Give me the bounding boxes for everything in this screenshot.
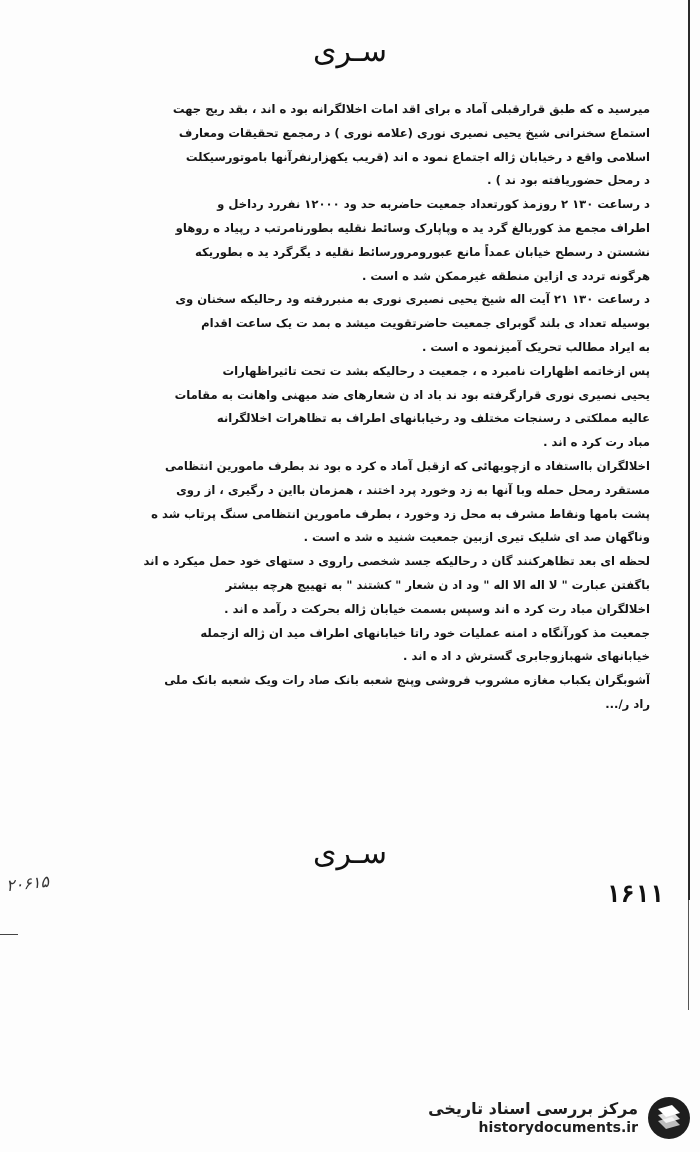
paragraph [40,98,650,193]
scan-edge-line [688,0,690,900]
paragraph [40,455,650,550]
paragraph [40,622,650,670]
classification-stamp-bottom: سـرى [313,836,387,871]
text-line: پشت بامها ونقاط مشرف به محل زد وخورد ، بطرف مامورین انتظامی سنگ پرتاب شد ه [151,506,650,521]
paragraph [40,360,650,455]
text-line: د رمحل حضوریافته بود ند ) . [487,173,650,188]
text-line: اسلامی واقع د رخیابان ژاله اجتماع نمود ه اند (قریب یکهزارنفرآنها باموتورسیکلت [185,149,650,164]
text-line: وناگهان صد ای شلیک تیری ازبین جمعیت شنید ه شد ه است . [303,530,650,545]
paragraph [40,550,650,621]
text-line: هرگونه تردد ی ازاین منطقه غیرممکن شد ه است . [361,268,650,283]
handwritten-archive-note: ۲۰۶۱۵ [5,871,50,896]
watermark-text [428,1099,638,1137]
archive-logo-icon [646,1095,692,1141]
scan-edge-line-lower [688,900,689,1010]
text-line: یحیی نصیری نوری قرارگرفته بود ند باد اد ن شعارهای ضد میهنی واهانت به مقامات [174,387,650,402]
text-line: به ایراد مطالب تحریک آمیزنمود ه است . [421,339,650,354]
text-line: آشوبگران یکباب مغازه مشروب فروشی وپنج شعبه بانک صاد رات ویک شعبه بانک ملی [164,673,650,688]
document-body [40,98,650,717]
text-line: لحظه ای بعد تظاهرکنند گان د رحالیکه جسد شخصی راروی د ستهای خود حمل میکرد ه اند [143,554,650,569]
watermark-url: historydocuments.ir [478,1120,638,1136]
text-line: اخلالگران بااستفاد ه ازچوبهائی که ازقبل آماد ه کرد ه بود ند بطرف مامورین انتظامی [165,458,650,473]
text-line: باگفتن عبارت " لا اله الا اله " ود اد ن شعار " کشتند " به تهییج هرچه بیشتر [225,577,650,592]
text-line: میرسید ه که طبق قرارقبلی آماد ه برای اقد امات اخلالگرانه بود ه اند ، بقد ریج جهت [172,102,650,116]
text-line: اطراف مجمع مذ کوربالغ گرد ید ه وپاپارک وسائط نقلیه بطورنامرتب د رپیاد ه روهاو [175,220,650,235]
text-line: عالیه مملکتی د رسنجات مختلف ود رخیابانهای اطراف به تظاهرات اخلالگرانه [216,411,650,426]
paragraph [40,669,650,717]
text-line: راد ر/... [605,696,650,711]
paragraph [40,193,650,288]
text-line: مستقرد رمحل حمله وبا آنها به زد وخورد پرد اختند ، همزمان بااین د رگیری ، از روی [176,482,650,497]
watermark-title: مرکز بررسی اسناد تاریخی [428,1099,638,1118]
text-line: استماع سخنرانی شیخ یحیی نصیری نوری (علامه نوری ) د رمجمع تحقیقات ومعارف [178,125,650,140]
paragraph [40,288,650,359]
classification-stamp-top: سـرى [313,34,387,69]
text-line: مباد رت کرد ه اند . [543,435,650,450]
text-line: اخلالگران مباد رت کرد ه اند وسپس بسمت خیابان ژاله بحرکت د رآمد ه اند . [224,601,650,616]
margin-tick-mark [0,934,18,935]
text-line: جمعیت مذ کورآنگاه د امنه عملیات خود راتا خیابانهای اطراف مید ان ژاله ازجمله [200,625,650,640]
archive-watermark [402,1092,692,1144]
page-number: ۱۶۱۱ [606,880,664,908]
text-line: بوسیله تعداد ی بلند گوبرای جمعیت حاضرتقویت میشد ه بمد ت یک ساعت اقدام [201,316,650,331]
text-line: نشستن د رسطح خیابان عمداً مانع عبورومرورسائط نقلیه د یگرگرد ید ه بطوریکه [195,244,650,259]
text-line: خیابانهای شهبازوجابری گسترش د اد ه اند . [403,649,650,664]
text-line: پس ازخاتمه اظهارات نامبرد ه ، جمعیت د رحالیکه بشد ت تحت تاثیراظهارات [222,363,650,378]
text-line: د رساعت ۱۳۰ ۲۱ آیت اله شیخ یحیی نصیری نوری به منبررفته ود رحالیکه سخنان وی [175,292,650,307]
text-line: د رساعت ۱۳۰ ۲ روزمذ کورتعداد جمعیت حاضربه حد ود ۱۲۰۰۰ نفررد رداخل و [217,197,650,212]
